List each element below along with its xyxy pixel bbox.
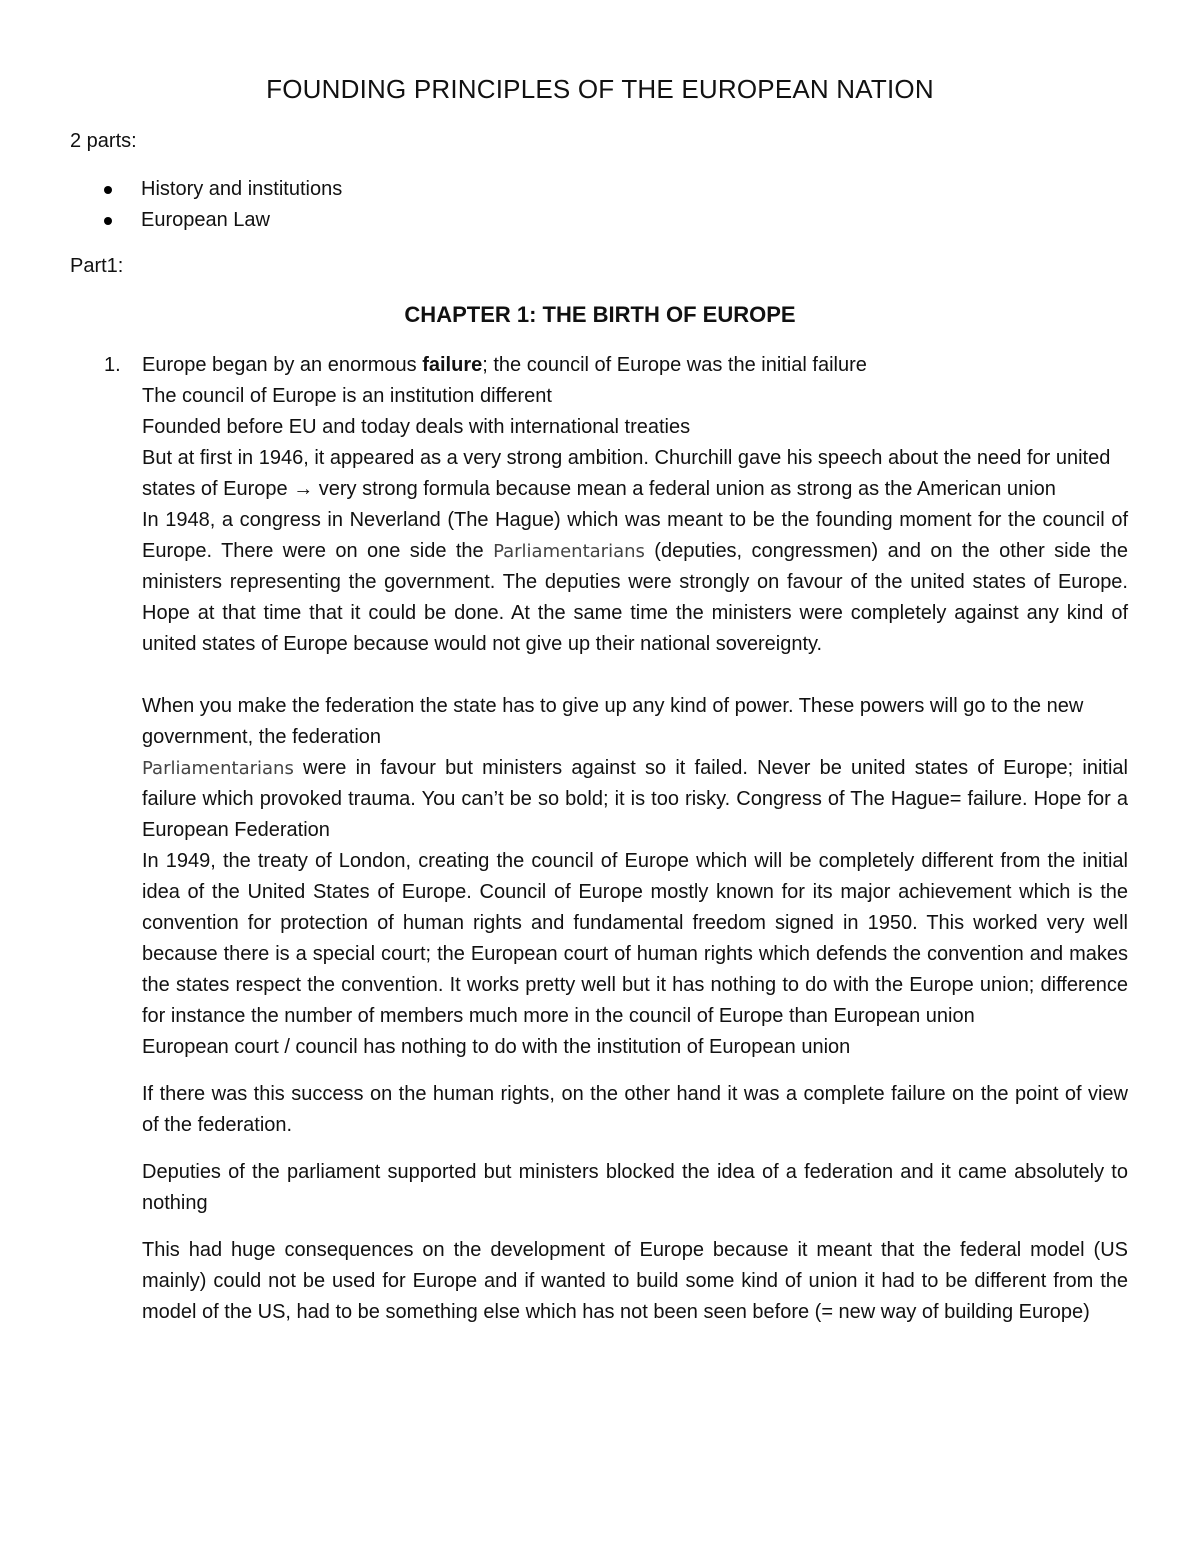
paragraph: When you make the federation the state has to give up any kind of power. These powers will go to the new government, the federation <box>142 695 1084 748</box>
paragraph: This had huge consequences on the development of Europe because it meant that the federal model (US mainly) could not be used for Europe and if wanted to build some kind of union it had to be different from the model of the US, had to be something else which has not been seen before (= new way of building Europe) <box>142 1239 1128 1323</box>
text-run: very strong formula because mean a federal union as strong as the American union <box>313 478 1056 500</box>
list-item: European Law <box>104 205 342 236</box>
list-number: 1. <box>104 354 121 376</box>
parts-list <box>104 174 342 236</box>
bold-term: failure <box>422 354 483 376</box>
arrow-icon: → <box>293 478 314 500</box>
paragraph <box>142 443 1128 505</box>
text-run: were in favour but ministers against so it failed. Never be united states of Europe; initial failure which provoked trauma. You can’t be so bold; it is too risky. Congress of The Hague= failure. Hope for a European Federation <box>142 757 1128 841</box>
paragraph: If there was this success on the human rights, on the other hand it was a complete failure on the point of view of the federation. <box>142 1083 1128 1136</box>
paragraph: Founded before EU and today deals with international treaties <box>142 416 691 438</box>
paragraph <box>142 753 1128 846</box>
document-title: FOUNDING PRINCIPLES OF THE EUROPEAN NATION <box>266 74 934 104</box>
paragraph: The council of Europe is an institution different <box>142 385 552 407</box>
text-run: Europe began by an enormous <box>142 354 423 376</box>
highlighted-term: Parliamentarians <box>142 758 294 779</box>
text-run: In 1948, a congress in Neverland (The Hague) which was meant to be the founding moment for the council of Europe. There were on one side the <box>142 509 1128 562</box>
list-item: History and institutions <box>104 174 342 205</box>
highlighted-term: Parliamentarians <box>493 541 645 562</box>
part1-label: Part1: <box>70 255 124 277</box>
paragraph: European court / council has nothing to do with the institution of European union <box>142 1036 851 1058</box>
text-run: But at first in 1946, it appeared as a very strong ambition. Churchill gave his speech about the need for united states of Europe <box>142 447 1111 500</box>
paragraph: In 1949, the treaty of London, creating the council of Europe which will be completely different from the initial idea of the United States of Europe. Council of Europe mostly known for its major achievement which is the convention for protection of human rights and fundamental freedom signed in 1950. This worked very well because there is a special court; the European court of human rights which defends the convention and makes the states respect the convention. It works pretty well but it has nothing to do with the Europe union; difference for instance the number of members much more in the council of Europe than European union <box>142 850 1128 1027</box>
parts-label: 2 parts: <box>70 130 137 152</box>
text-run: ; the council of Europe was the initial failure <box>482 354 867 376</box>
chapter-body <box>142 350 1128 1328</box>
paragraph <box>142 505 1128 660</box>
chapter-title: CHAPTER 1: THE BIRTH OF EUROPE <box>404 302 796 327</box>
paragraph: Deputies of the parliament supported but ministers blocked the idea of a federation and it came absolutely to nothing <box>142 1161 1128 1214</box>
paragraph <box>142 350 1128 381</box>
text-run: (deputies, congressmen) and on the other side the ministers representing the government. The deputies were strongly on favour of the united states of Europe. Hope at that time that it could be done. At the same time the ministers were completely against any kind of united states of Europe because would not give up their national sovereignty. <box>142 540 1128 655</box>
